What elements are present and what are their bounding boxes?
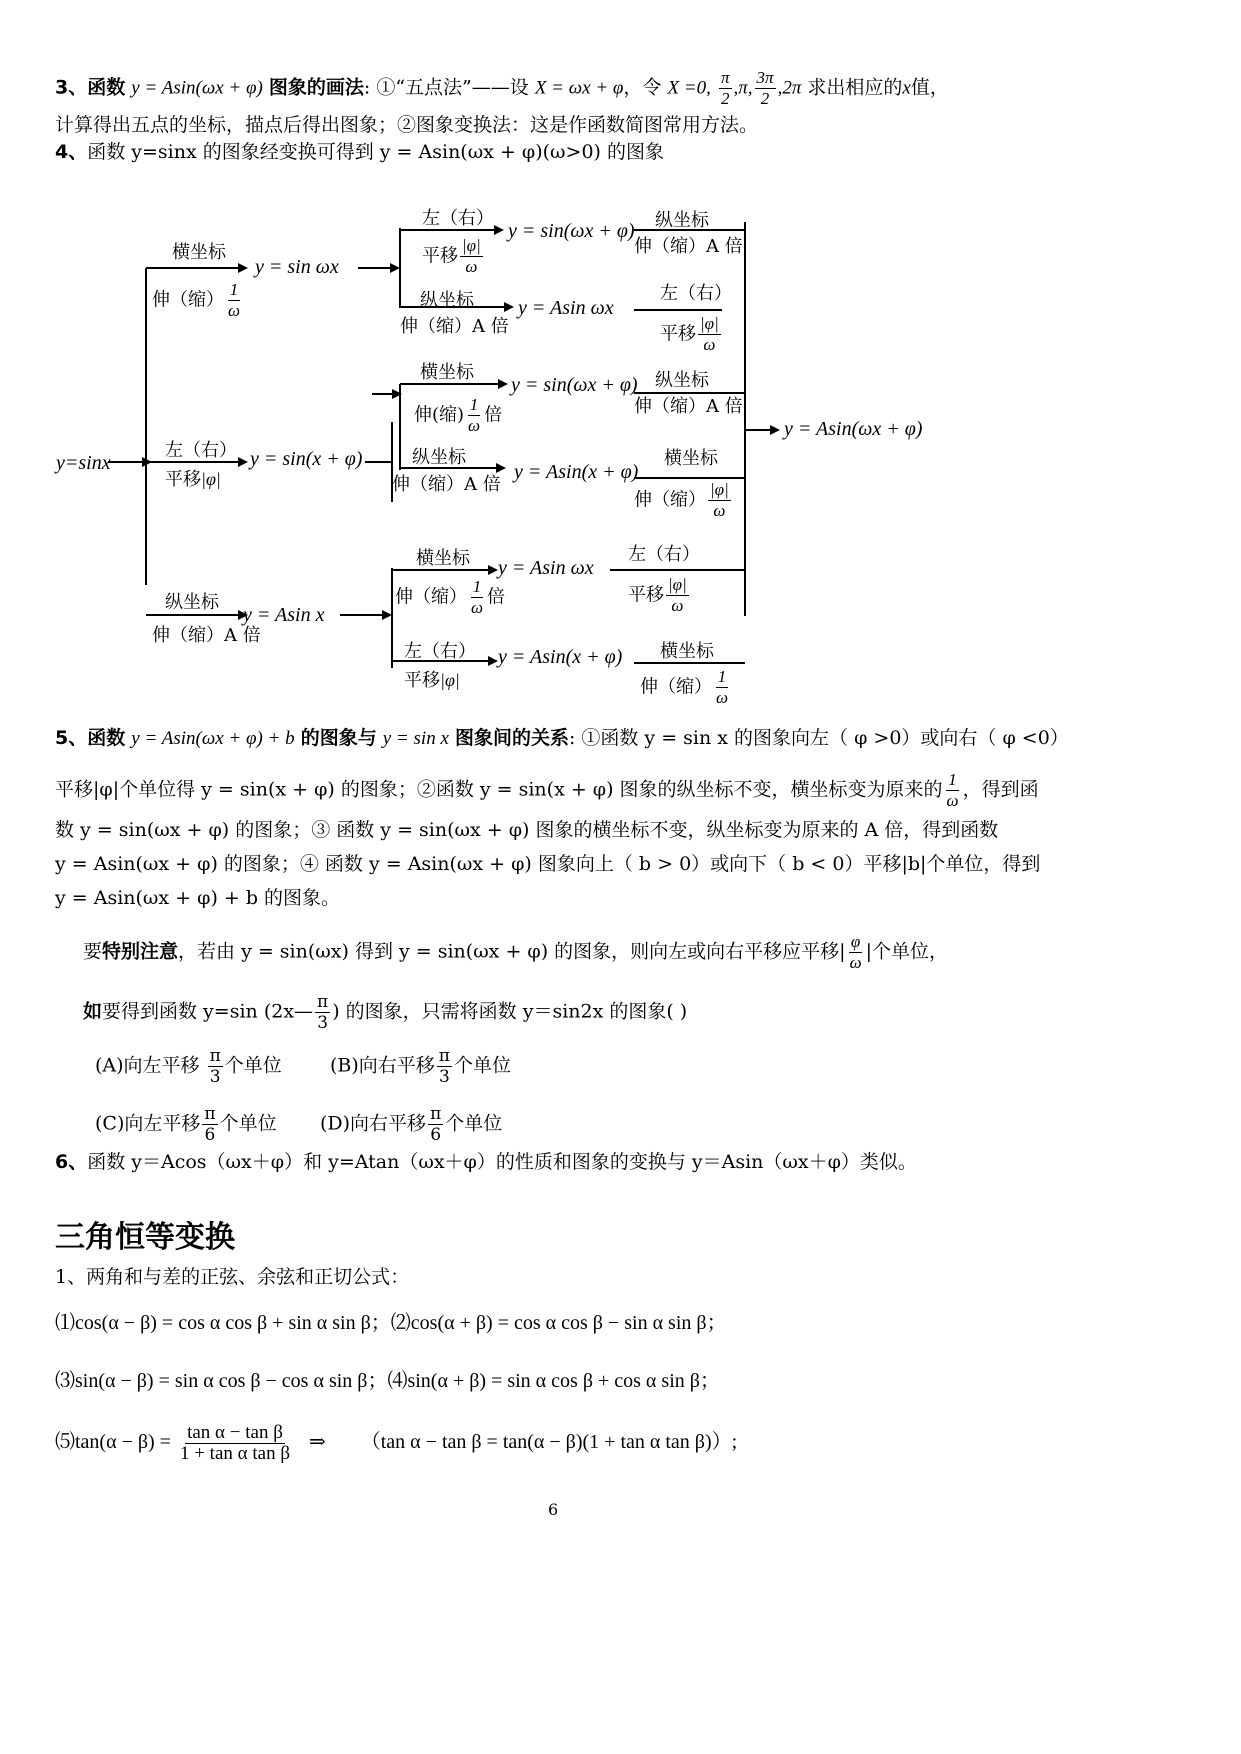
formula-cos: ⑴cos(α − β) = cos α cos β + sin α sin β；⑵cos(α + β) = cos α cos β − sin α sin β； [55,1312,727,1334]
fraction-3pi-over-2: $\frac{3\pi}{2}$ [756,68,774,108]
option-d[interactable]: (D)向右平移 $\frac{\pi}{6}$ 个单位 [320,1104,503,1145]
section-3-tail: 图象的画法 [268,76,364,99]
label-stretch-A: 伸（缩）A 倍 [634,236,743,257]
label-vertical-coordinate: 纵坐标 [655,370,709,391]
section-5-line-3: 数 y = sin(ωx + φ) 的图象；③ 函数 y = sin(ωx + φ) 图象的横坐标不变，纵坐标变为原来的 A 倍，得到函数 [55,819,999,841]
formula-sin: ⑶sin(α − β) = sin α cos β − cos α sin β；⑷sin(α + β) = sin α cos β + cos α sin β； [55,1370,720,1392]
example-question: 如要得到函数 y=sin (2x— $\frac{\pi}{3}$ ) 的图象，只需将函数 y＝sin2x 的图象( ) [83,992,688,1033]
label-stretch-A: 伸（缩）A 倍 [634,396,743,417]
transformation-diagram-lines [0,0,1241,800]
section-3-x-def: X = ωx + φ [534,77,624,99]
section-3-points-mid: ,π, [733,77,753,99]
label-shift-phi-over-omega: 平移 $\frac{|\varphi|}{\omega}$ [422,236,481,276]
label-vertical-coordinate: 纵坐标 [412,447,466,468]
label-stretch: 伸(缩) $\frac{1}{\omega}$ 倍 [414,395,503,435]
section-3-function: y = Asin(ωx + φ) [131,77,263,99]
label-left-right: 左（右） [422,208,494,229]
label-vertical-coordinate: 纵坐标 [420,290,474,311]
option-a[interactable]: (A)向左平移 $\frac{\pi}{3}$ 个单位 [95,1046,282,1087]
label-left-right: 左（右） [660,283,732,304]
section-5-line-2: 平移|φ|个单位得 y = sin(x + φ) 的图象；②函数 y = sin(x + φ) 图象的纵坐标不变，横坐标变为原来的 $\frac{1}{\omega}$ ，得到函 [55,770,1039,810]
label-left-right: 左（右） [628,544,700,565]
section-3-head: 函数 [87,76,126,99]
section-3-x-zero: X =0, [667,77,711,99]
label-vertical-coordinate: 纵坐标 [655,210,709,231]
diagram-sin-omega-x-phi: y = sin(ωx + φ) [508,220,635,242]
diagram-sin-x-phi: y = sin(x + φ) [250,448,363,470]
formula-tan: ⑸tan(α − β) = $\frac{\text{tan α − tan β}}{\text{1 + tan α tan β}}$ ⇒ （tan α − tan β = tan(α − β)(1 + tan α tan β)）; [55,1422,738,1464]
trig-subheading: 1、两角和与差的正弦、余弦和正切公式： [55,1266,410,1288]
label-left-right: 左（右） [404,641,476,662]
option-c[interactable]: (C)向左平移 $\frac{\pi}{6}$ 个单位 [95,1104,277,1145]
section-3-points-end: ,2π [777,77,802,99]
page-number: 6 [548,1500,559,1519]
diagram-A-sin-x-phi: y = Asin(x + φ) [498,646,623,668]
fraction-pi-over-2: $\frac{\pi}{2}$ [720,68,730,108]
diagram-final-function: y = Asin(ωx + φ) [784,418,923,440]
label-stretch-A: 伸（缩）A 倍 [152,625,261,646]
section-title-trig-identities: 三角恒等变换 [55,1220,235,1255]
section-6-line: 6、函数 y＝Acos（ωx＋φ）和 y=Atan（ωx＋φ）的性质和图象的变换与 y＝Asin（ωx＋φ）类似。 [55,1151,917,1173]
section-3-text-3: 求出相应的 [807,76,903,99]
label-stretch-A: 伸（缩）A 倍 [392,474,501,495]
label-stretch: 伸（缩） $\frac{1}{\omega}$ [640,667,729,707]
section-5-line-4: y = Asin(ωx + φ) 的图象；④ 函数 y = Asin(ωx + φ) 图象向上（ b > 0）或向下（ b < 0）平移|b|个单位，得到 [55,853,1041,875]
special-note: 要特别注意，若由 y = sin(ωx) 得到 y = sin(ωx + φ) 的图象，则向左或向右平移应平移| $\frac{\varphi}{\omega}$ |个单位， [83,932,948,972]
label-horizontal-coordinate: 横坐标 [660,641,714,662]
diagram-A-sin-omega-x: y = Asin ωx [518,297,614,319]
diagram-start-function: y=sinx [56,452,111,474]
section-4-number: 4、 [55,141,88,163]
diagram-sin-omega-x: y = sin ωx [255,256,339,278]
label-stretch-A: 伸（缩）A 倍 [400,316,509,337]
section-3-text-1: : ①“五点法”——设 [363,76,529,99]
label-stretch: 伸（缩） $\frac{1}{\omega}$ [152,280,241,320]
section-4-text: 函数 y=sinx 的图象经变换可得到 y = Asin(ωx + φ)(ω>0) 的图象 [87,141,665,163]
label-left-right: 左（右） [165,440,237,461]
diagram-A-sin-omega-x: y = Asin ωx [498,557,594,579]
label-horizontal-coordinate: 横坐标 [664,448,718,469]
diagram-A-sin-x: y = Asin x [243,604,325,626]
section-5-line-1: 5、函数 y = Asin(ωx + φ) + b 的图象与 y = sin x 图象间的关系: ①函数 y = sin x 的图象向左（ φ >0）或向右（ φ <0） [55,727,1069,749]
label-stretch: 伸（缩） $\frac{1}{\omega}$ 倍 [395,577,506,617]
label-horizontal-coordinate: 横坐标 [420,362,474,383]
diagram-sin-omega-x-phi: y = sin(ωx + φ) [511,374,638,396]
section-3-x: x [902,77,911,99]
section-3-text-4: 值， [910,76,949,99]
label-vertical-coordinate: 纵坐标 [165,592,219,613]
label-shift-phi-over-omega: 平移 $\frac{|\varphi|}{\omega}$ [628,575,687,615]
label-shift-phi-over-omega: 平移 $\frac{|\varphi|}{\omega}$ [660,314,719,354]
section-3-number: 3、 [55,76,88,99]
option-b[interactable]: (B)向右平移 $\frac{\pi}{3}$ 个单位 [330,1046,511,1087]
section-3-line-2: 计算得出五点的坐标，描点后得出图象；②图象变换法：这是作函数简图常用方法。 [55,114,759,136]
section-3-text-2: ，令 [623,76,662,99]
label-shift-phi: 平移|φ| [404,670,460,691]
label-horizontal-coordinate: 横坐标 [172,242,226,263]
label-shift-phi: 平移|φ| [165,469,221,490]
section-5-line-5: y = Asin(ωx + φ) + b 的图象。 [55,887,341,909]
label-stretch-phi-over-omega: 伸（缩） $\frac{|\varphi|}{\omega}$ [634,480,729,520]
diagram-A-sin-x-phi: y = Asin(x + φ) [514,461,639,483]
label-horizontal-coordinate: 横坐标 [416,548,470,569]
